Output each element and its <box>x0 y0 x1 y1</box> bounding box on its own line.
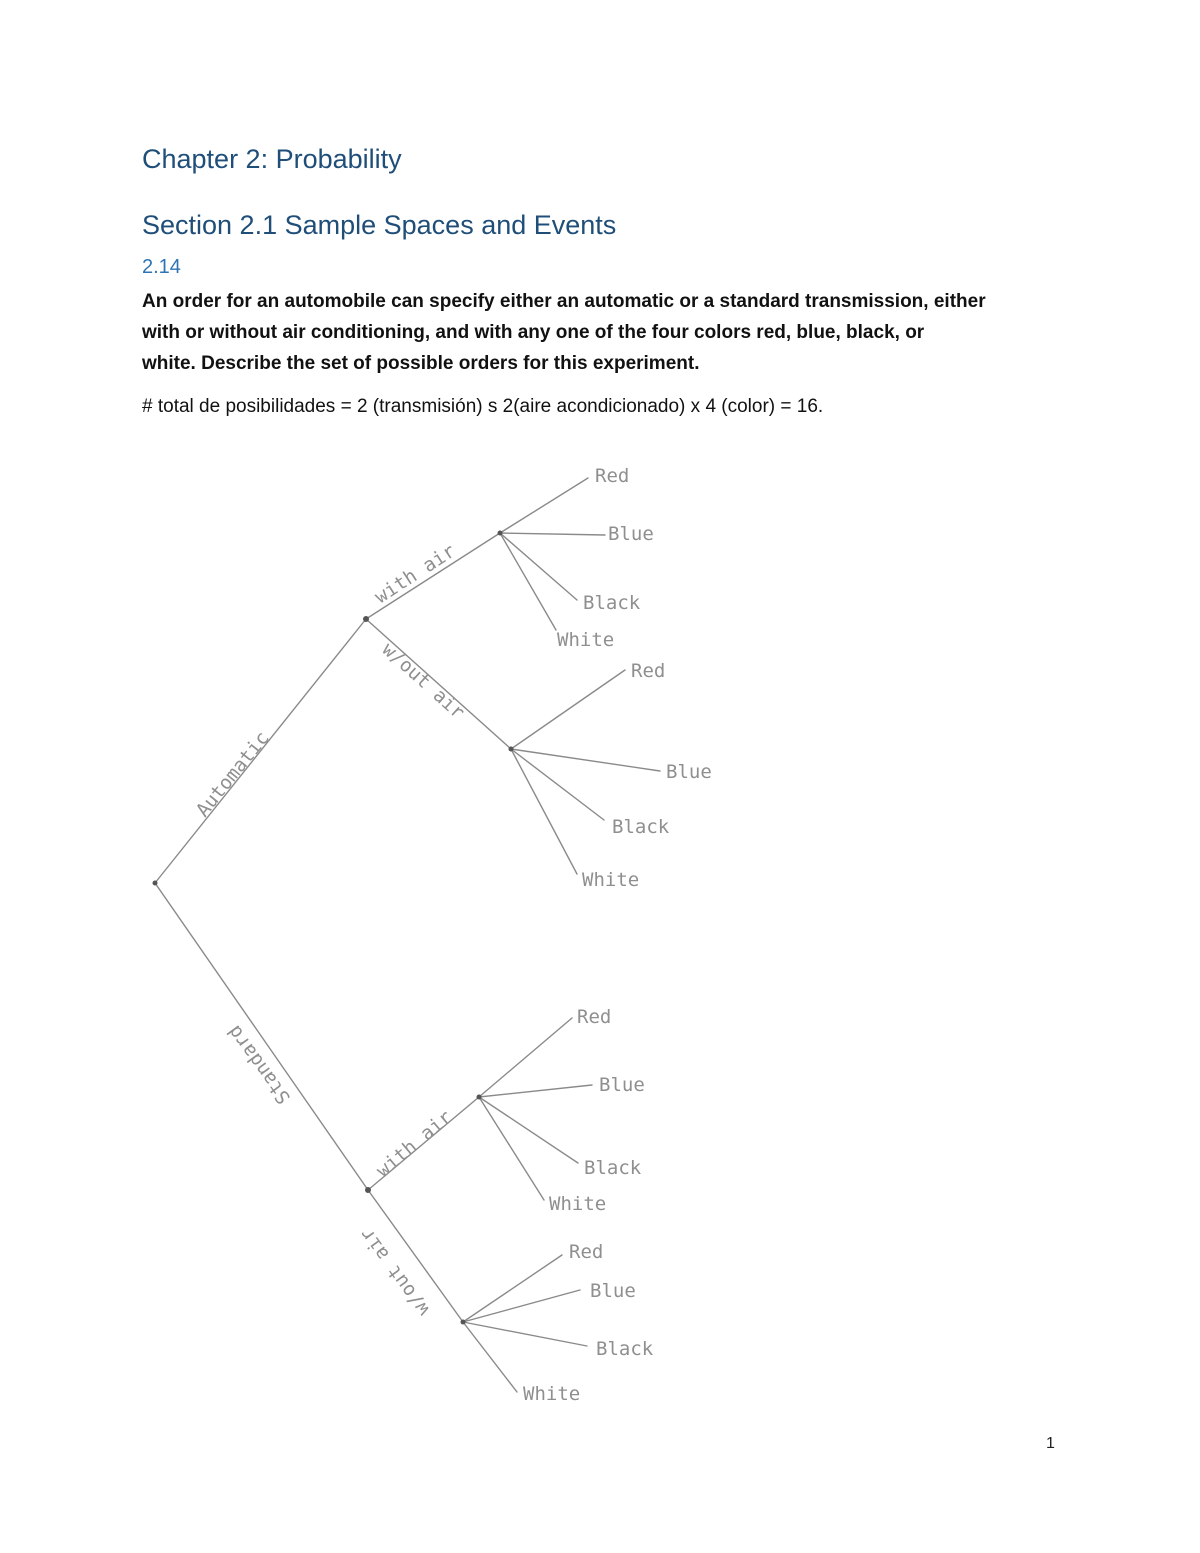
branch-color <box>511 749 604 820</box>
branch-color <box>479 1097 544 1200</box>
label-automatic: Automatic <box>191 727 274 822</box>
label-color: Red <box>631 660 666 682</box>
label-color: Blue <box>666 761 712 783</box>
label-color: Black <box>583 592 641 614</box>
label-color: White <box>549 1193 607 1215</box>
label-color: Black <box>596 1338 654 1360</box>
branch-color <box>479 1018 572 1097</box>
label-color: Blue <box>590 1280 636 1302</box>
label-color: Blue <box>608 523 654 545</box>
branch-color <box>463 1290 580 1322</box>
branch-standard <box>155 883 368 1190</box>
branch-color <box>500 533 577 600</box>
problem-number: 2.14 <box>142 256 181 278</box>
chapter-title: Chapter 2: Probability <box>142 144 402 174</box>
branch-color <box>511 749 577 874</box>
label-color: Red <box>569 1241 604 1263</box>
label-color: Red <box>595 465 630 487</box>
branch-color <box>511 749 660 771</box>
label-color: Black <box>584 1157 642 1179</box>
label-air: with air <box>372 1106 457 1182</box>
tree-node <box>153 881 158 886</box>
branch-color <box>463 1322 587 1346</box>
branch-color <box>463 1255 562 1322</box>
label-air: with air <box>370 539 460 609</box>
answer-text: # total de posibilidades = 2 (transmisión) s 2(aire acondicionado) x 4 (color) = 16. <box>142 396 824 417</box>
tree-node <box>461 1320 466 1325</box>
tree-node <box>363 616 369 622</box>
branch-color <box>500 533 605 535</box>
label-air: w/out air <box>355 1223 435 1320</box>
tree-node <box>509 747 514 752</box>
label-air: w/out air <box>377 638 469 724</box>
label-color: White <box>557 629 615 651</box>
section-title: Section 2.1 Sample Spaces and Events <box>142 210 617 240</box>
label-color: White <box>523 1383 581 1405</box>
branch-color <box>511 670 625 749</box>
page-number: 1 <box>1046 1435 1055 1452</box>
branch-color <box>500 478 588 533</box>
label-color: White <box>582 869 640 891</box>
label-color: Black <box>612 816 670 838</box>
tree-node <box>365 1187 371 1193</box>
label-standard: Standard <box>223 1021 296 1108</box>
problem-line: An order for an automobile can specify either an automatic or a standard transmission, either <box>142 291 986 312</box>
branch-color <box>479 1085 592 1097</box>
branch-color <box>479 1097 578 1163</box>
label-color: Blue <box>599 1074 645 1096</box>
problem-line: with or without air conditioning, and with any one of the four colors red, blue, black, or <box>142 322 925 343</box>
label-color: Red <box>577 1006 612 1028</box>
tree-node <box>498 531 503 536</box>
tree-node <box>477 1095 482 1100</box>
branch-automatic-with-air <box>366 533 500 619</box>
problem-line: white. Describe the set of possible orders for this experiment. <box>142 353 700 374</box>
branch-color <box>463 1322 517 1392</box>
branch-color <box>500 533 556 630</box>
